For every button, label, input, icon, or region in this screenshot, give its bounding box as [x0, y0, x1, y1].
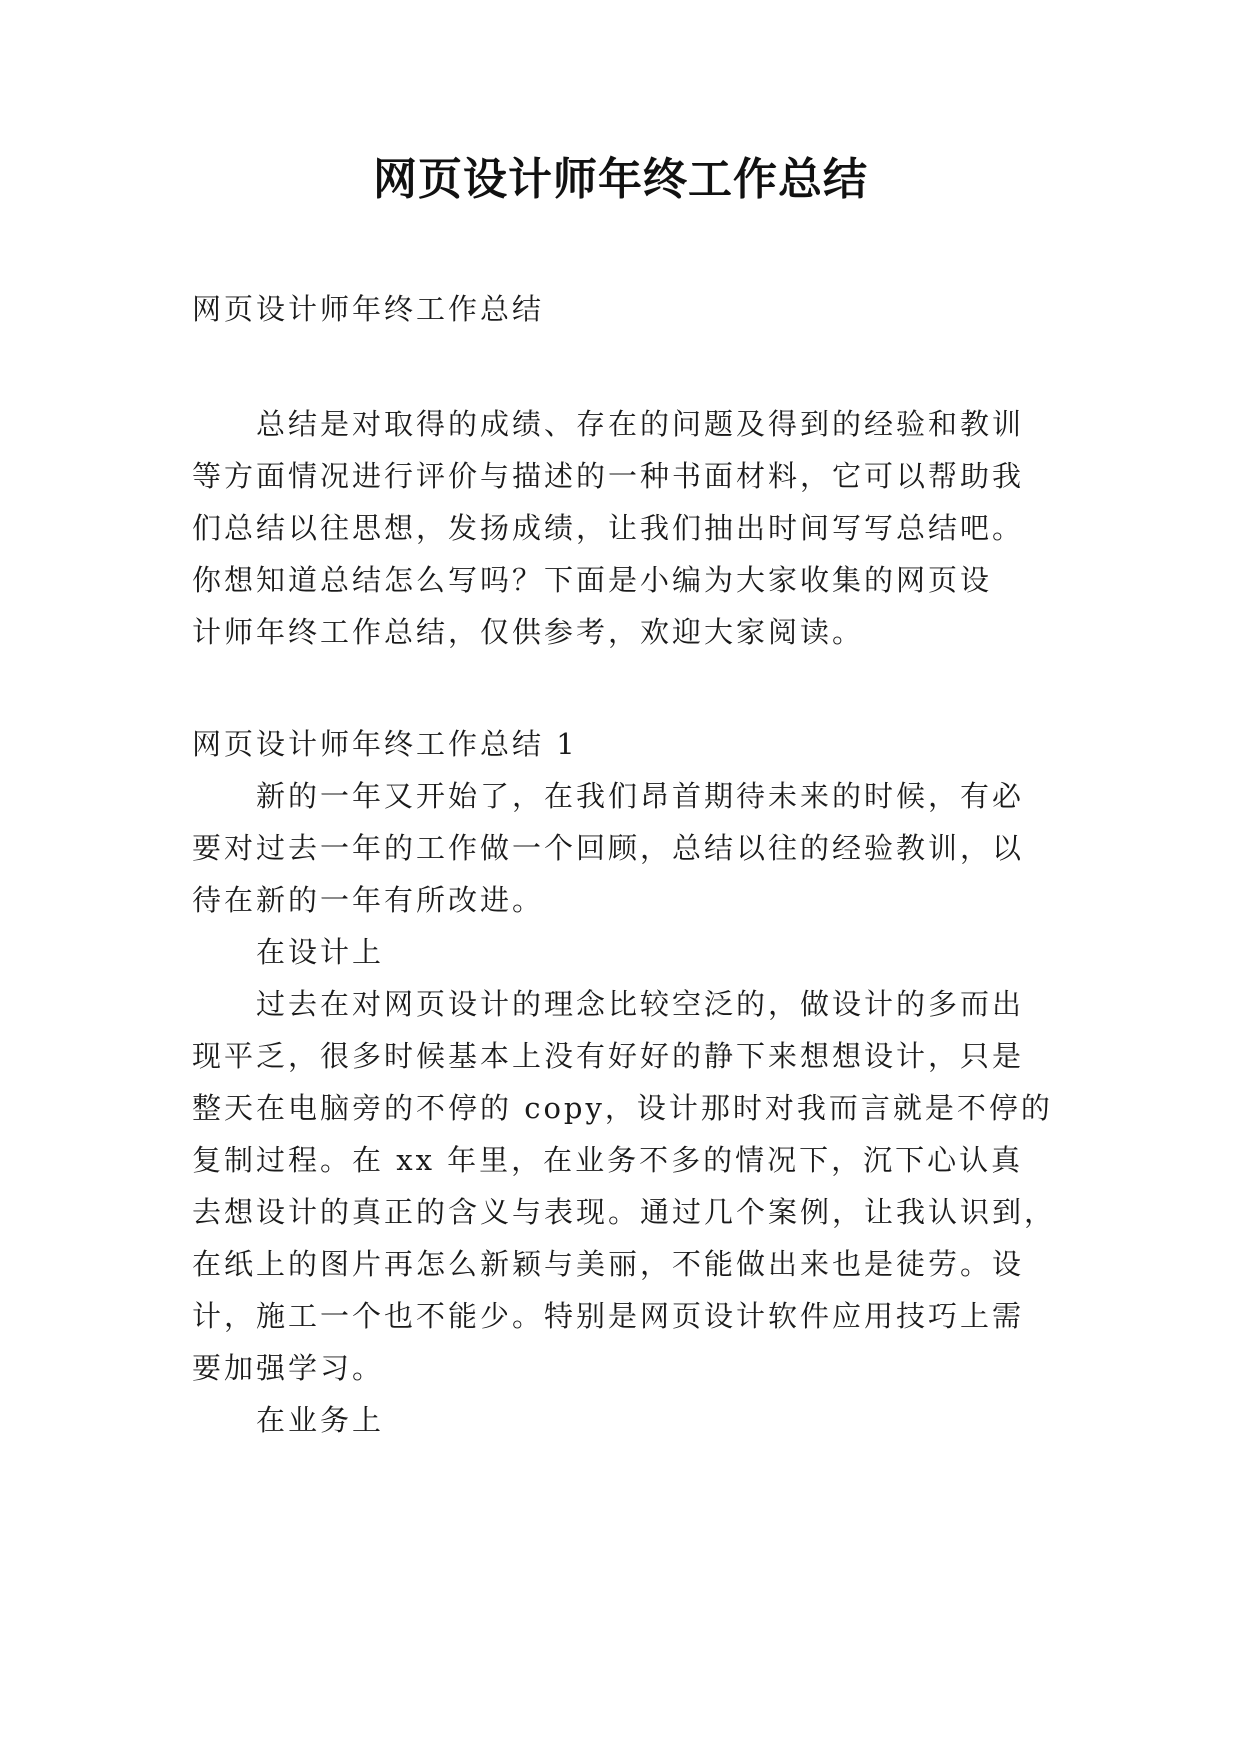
paragraph-line: 计，施工一个也不能少。特别是网页设计软件应用技巧上需 — [192, 1299, 1025, 1333]
design-heading: 在设计上 — [256, 935, 385, 969]
design-paragraph — [192, 978, 1057, 1394]
intro-line: 们总结以往思想，发扬成绩，让我们抽出时间写写总结吧。 — [192, 511, 1025, 545]
intro-line: 你想知道总结怎么写吗？下面是小编为大家收集的网页设 — [192, 563, 993, 597]
paragraph-line: 整天在电脑旁的不停的 copy，设计那时对我而言就是不停的 — [192, 1091, 1053, 1125]
paragraph-line: 待在新的一年有所改进。 — [192, 883, 545, 917]
intro-paragraph — [192, 398, 1052, 658]
paragraph-line: 在纸上的图片再怎么新颖与美丽，不能做出来也是徒劳。设 — [192, 1247, 1025, 1281]
paragraph-line: 现平乏，很多时候基本上没有好好的静下来想想设计，只是 — [192, 1039, 1025, 1073]
document-body — [192, 292, 1057, 1446]
paragraph-line: 要加强学习。 — [192, 1351, 385, 1385]
paragraph-line: 去想设计的真正的含义与表现。通过几个案例，让我认识到， — [192, 1195, 1057, 1229]
paragraph-line: 要对过去一年的工作做一个回顾，总结以往的经验教训，以 — [192, 831, 1025, 865]
document-title: 网页设计师年终工作总结 — [373, 154, 868, 205]
paragraph-line: 过去在对网页设计的理念比较空泛的，做设计的多而出 — [256, 987, 1025, 1021]
section-heading: 网页设计师年终工作总结 1 — [192, 727, 578, 761]
paragraph-line: 复制过程。在 xx 年里，在业务不多的情况下，沉下心认真 — [192, 1143, 1024, 1177]
paragraph-line: 新的一年又开始了，在我们昂首期待未来的时候，有必 — [256, 779, 1025, 813]
business-heading: 在业务上 — [256, 1403, 385, 1437]
intro-line: 计师年终工作总结，仅供参考，欢迎大家阅读。 — [192, 615, 865, 649]
section1-paragraph — [192, 770, 1052, 926]
intro-line: 等方面情况进行评价与描述的一种书面材料，它可以帮助我 — [192, 459, 1025, 493]
document-subtitle: 网页设计师年终工作总结 — [192, 292, 545, 326]
intro-line: 总结是对取得的成绩、存在的问题及得到的经验和教训 — [256, 407, 1025, 441]
